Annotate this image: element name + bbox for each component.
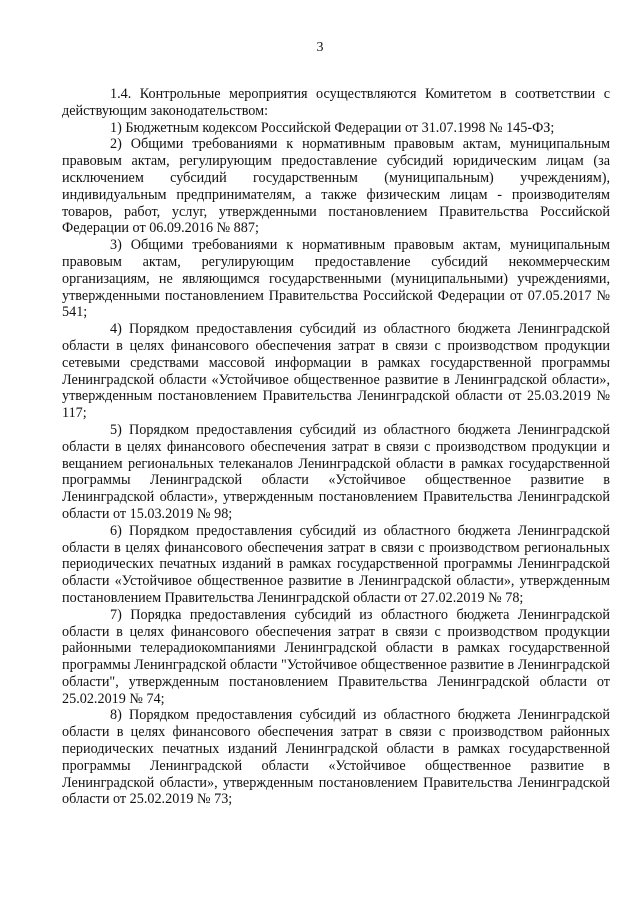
- list-item-8: 8) Порядком предоставления субсидий из областного бюджета Ленинградской области в целях финансового обеспечения затрат в связи с производством районных периодических печатных изданий Ленинградской области в рамках государственной программы Ленинградской области «Устойчивое общественное развитие в Ленинградской области», утвержденным постановлением Правительства Ленинградской области от 25.02.2019 № 73;: [62, 707, 610, 808]
- list-item-6: 6) Порядком предоставления субсидий из областного бюджета Ленинградской области в целях финансового обеспечения затрат в связи с производством региональных периодических печатных изданий в рамках государственной программы Ленинградской области «Устойчивое общественное развитие в Ленинградской области», утвержденным постановлением Правительства Ленинградской области от 27.02.2019 № 78;: [62, 522, 610, 606]
- list-item-5: 5) Порядком предоставления субсидий из областного бюджета Ленинградской области в целях финансового обеспечения затрат в связи с производством продукции и вещанием региональных телеканалов Ленинградской области в рамках государственной программы Ленинградской области «Устойчивое общественное развитие в Ленинградской области», утвержденным постановлением Правительства Ленинградской области от 15.03.2019 № 98;: [62, 421, 610, 522]
- list-item-4: 4) Порядком предоставления субсидий из областного бюджета Ленинградской области в целях финансового обеспечения затрат в связи с производством продукции сетевыми средствами массовой информации в рамках государственной программы Ленинградской области «Устойчивое общественное развитие в Ленинградской области», утвержденным постановлением Правительства Ленинградской области от 25.03.2019 № 117;: [62, 321, 610, 422]
- document-body: [62, 86, 610, 808]
- page-number: 3: [316, 40, 324, 55]
- paragraph-1-4: 1.4. Контрольные мероприятия осуществляются Комитетом в соответствии с действующим законодательством:: [62, 86, 610, 119]
- list-item-2: 2) Общими требованиями к нормативным правовым актам, муниципальным правовым актам, регулирующим предоставление субсидий юридическим лицам (за исключением субсидий государственным (муниципальным) учреждениям), индивидуальным предпринимателям, а также физическим лицам - производителям товаров, работ, услуг, утвержденными постановлением Правительства Российской Федерации от 06.09.2016 № 887;: [62, 136, 610, 237]
- list-item-7: 7) Порядка предоставления субсидий из областного бюджета Ленинградской области в целях финансового обеспечения затрат в связи с производством продукции районными телерадиокомпаниями Ленинградской области в рамках государственной программы Ленинградской области "Устойчивое общественное развитие в Ленинградской области", утвержденным постановлением Правительства Ленинградской области от 25.02.2019 № 74;: [62, 606, 610, 707]
- list-item-3: 3) Общими требованиями к нормативным правовым актам, муниципальным правовым актам, регулирующим предоставление субсидий некоммерческим организациям, не являющимся государственными (муниципальными) учреждениями, утвержденными постановлением Правительства Российской Федерации от 07.05.2017 № 541;: [62, 237, 610, 321]
- list-item-1: 1) Бюджетным кодексом Российской Федерации от 31.07.1998 № 145-ФЗ;: [110, 119, 555, 136]
